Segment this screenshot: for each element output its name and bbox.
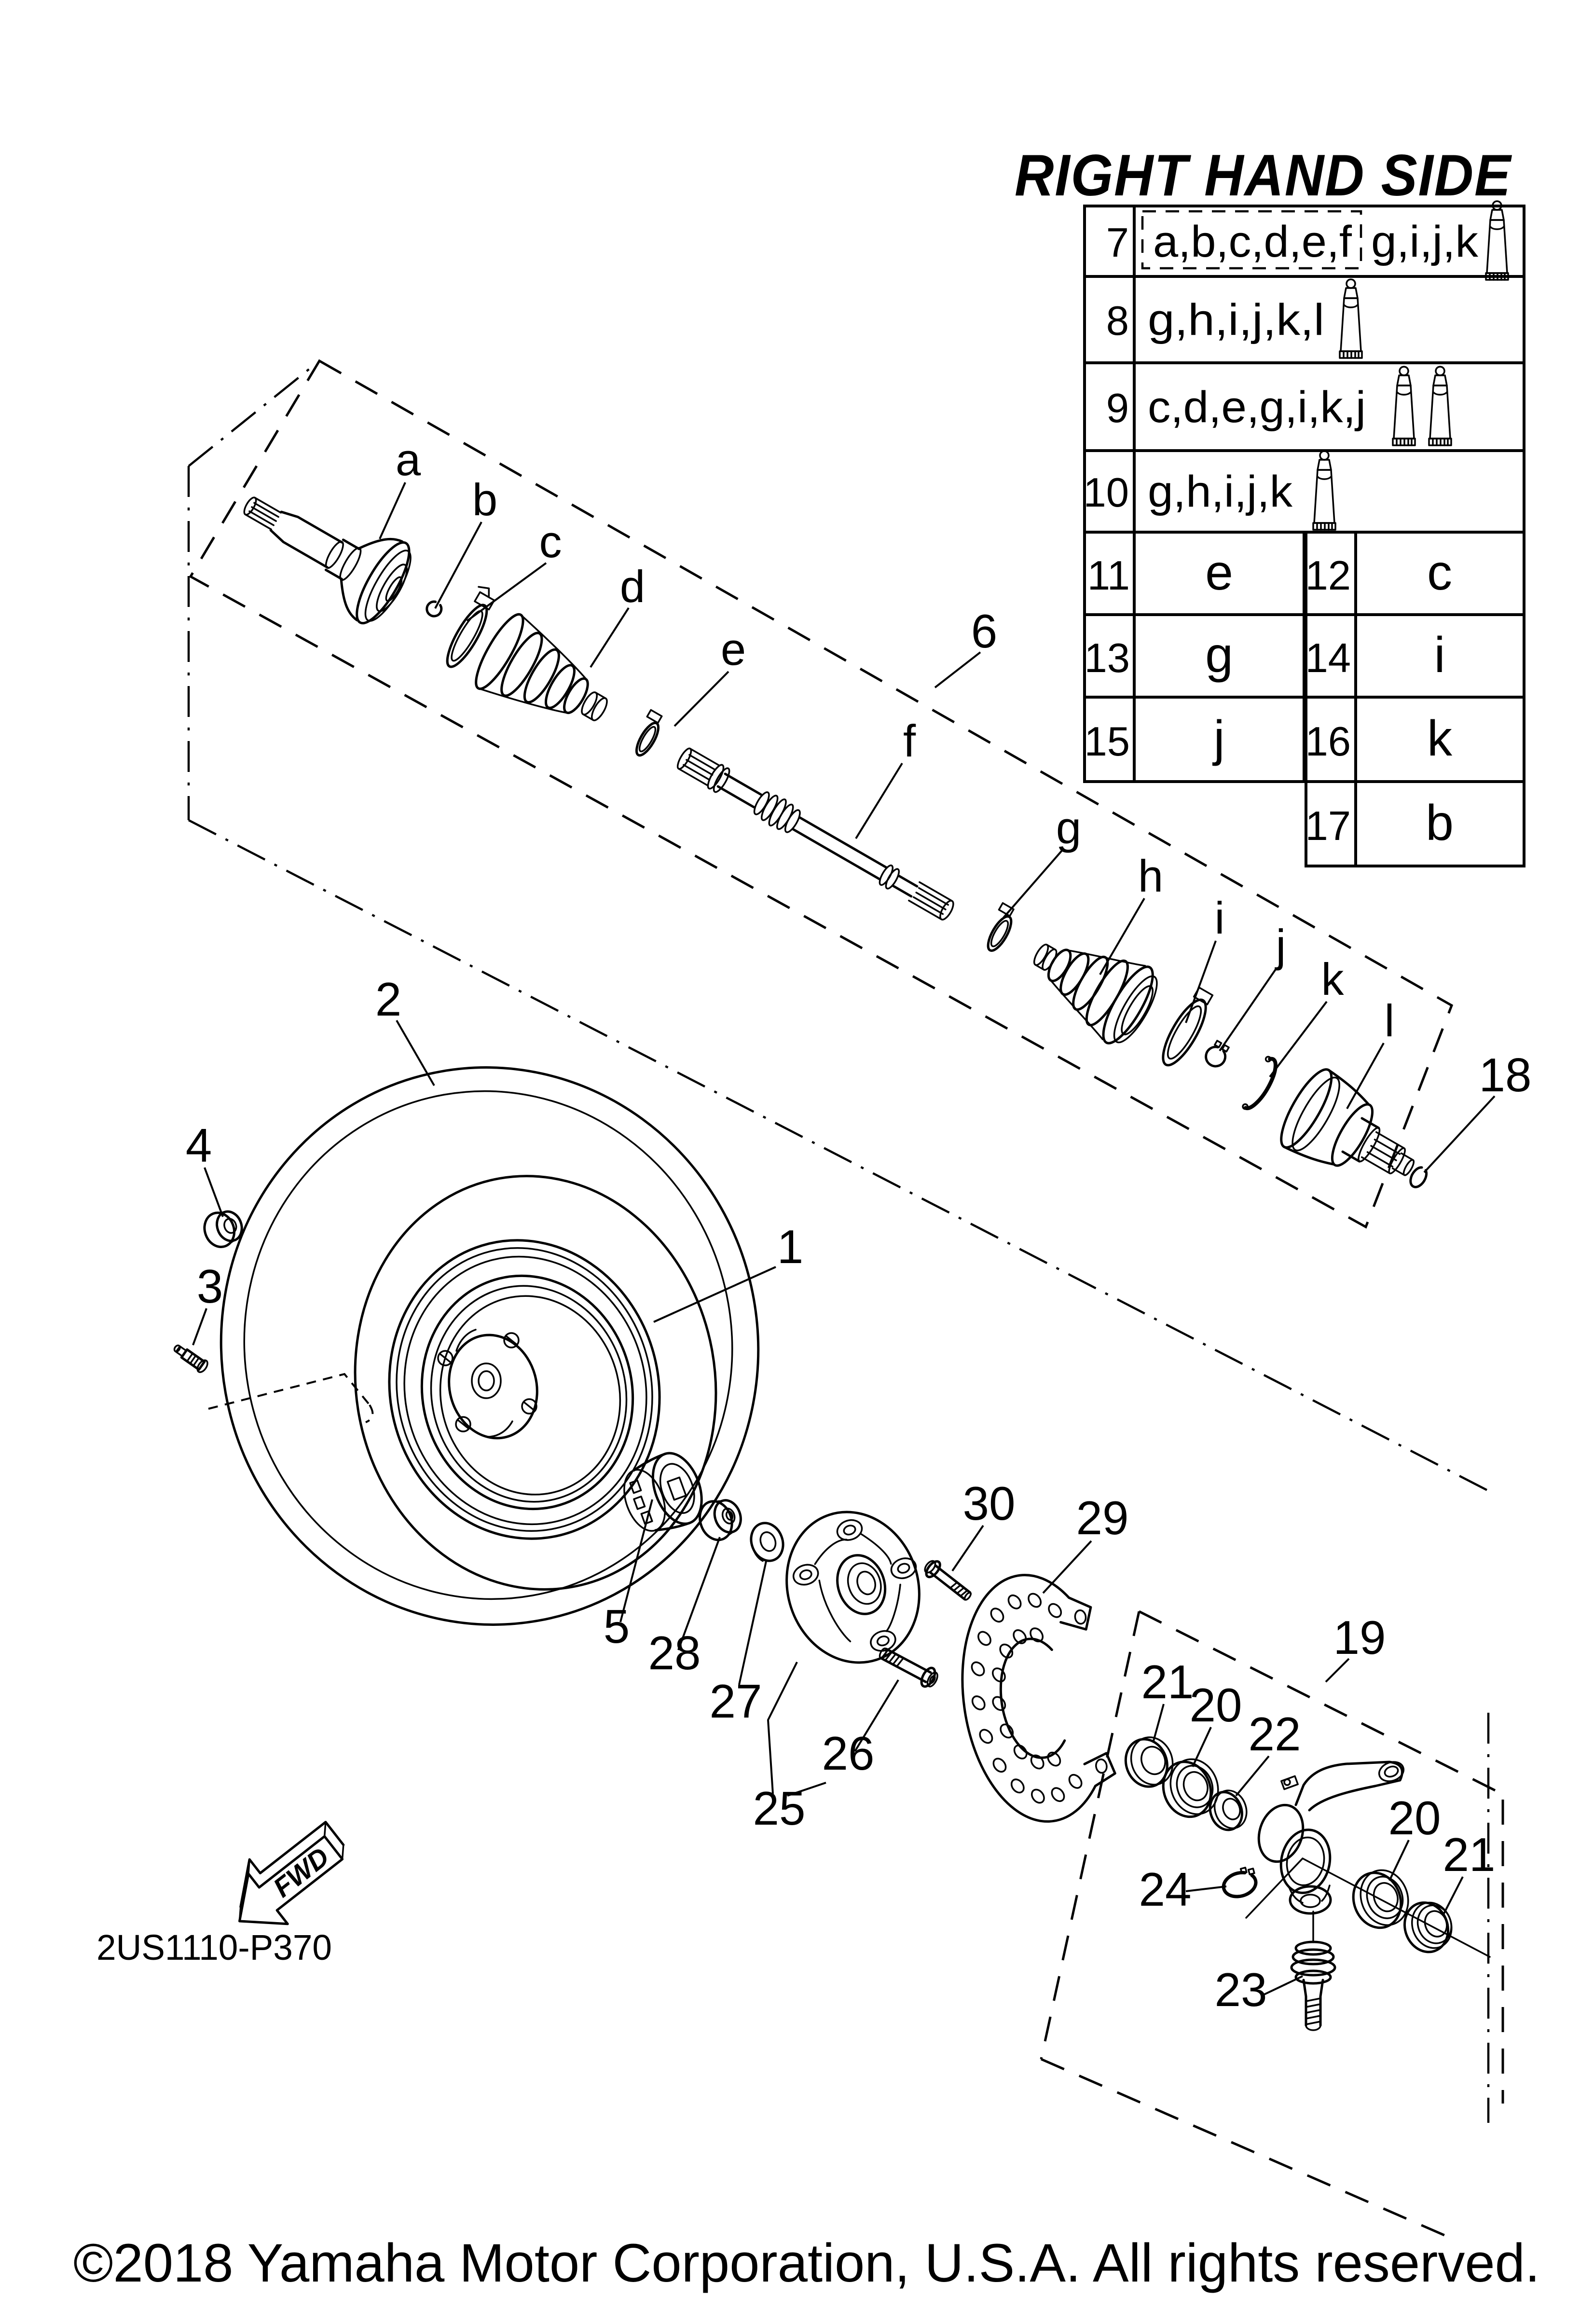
legend-row10-letters: g,h,i,j,k <box>1148 467 1293 516</box>
legend-cell-17-value: b <box>1426 795 1454 851</box>
legend-row8-num: 8 <box>1106 298 1129 344</box>
leader-29 <box>1043 1541 1091 1593</box>
ball-joint-23 <box>1292 1911 1335 2030</box>
callout-29: 29 <box>1076 1491 1129 1544</box>
lug-screws <box>438 1333 536 1431</box>
callout-h: h <box>1138 851 1164 901</box>
callout-23: 23 <box>1214 1963 1267 2016</box>
boot-clamp-e <box>628 710 667 758</box>
callout-i: i <box>1214 893 1225 943</box>
legend-row7-boxed: a,b,c,d,e,f <box>1153 217 1352 266</box>
leader-3 <box>193 1308 206 1345</box>
callout-4: 4 <box>185 1119 212 1172</box>
callout-20: 20 <box>1189 1678 1242 1732</box>
snap-ring-k <box>1238 1056 1281 1114</box>
guard-hole <box>1045 1750 1063 1768</box>
guard-hole <box>1029 1787 1046 1805</box>
guard-hole <box>990 1694 1008 1712</box>
leader-21 <box>1443 1877 1463 1914</box>
fwd-arrow <box>213 1808 360 1946</box>
cv-axle-assembly <box>224 465 1433 1208</box>
center-bore-inner <box>479 1371 494 1390</box>
leader-4 <box>205 1168 223 1217</box>
guard-hole <box>977 1727 995 1745</box>
leader-e <box>674 672 728 726</box>
cv-boot-h <box>1016 915 1167 1053</box>
callout-e: e <box>720 624 746 674</box>
guard-hole <box>998 1642 1015 1660</box>
leader-j <box>1220 969 1276 1051</box>
legend-row9-letters: c,d,e,g,i,k,j <box>1148 383 1366 432</box>
center-bore-outer <box>472 1363 501 1398</box>
brake-disc-guard-29 <box>947 1566 1120 1831</box>
leader-23 <box>1262 1976 1303 1995</box>
leader-18 <box>1424 1096 1495 1172</box>
guard-hole <box>1011 1628 1029 1646</box>
callout-1: 1 <box>777 1220 804 1273</box>
callout-24: 24 <box>1139 1863 1192 1916</box>
fwd-label: FWD <box>267 1841 335 1903</box>
legend-cell-16-value: k <box>1427 711 1452 767</box>
callout-22: 22 <box>1248 1707 1301 1760</box>
callout-19: 19 <box>1333 1611 1386 1664</box>
valve-position-hook <box>366 1405 372 1422</box>
circlip-24 <box>1220 1866 1259 1900</box>
legend-row10-num: 10 <box>1083 470 1129 516</box>
guard-hole <box>976 1629 993 1647</box>
guard-hole <box>1009 1777 1026 1795</box>
leader-21 <box>1153 1704 1164 1743</box>
legend-cell-11: 11 <box>1087 553 1130 599</box>
tire-outer <box>177 1025 802 1667</box>
hub-bolt-26 <box>876 1643 941 1691</box>
clip-j <box>1202 1039 1231 1070</box>
guard-bolt-30 <box>921 1557 975 1605</box>
callout-l: l <box>1384 995 1395 1046</box>
valve-position-dashed-leader <box>208 1374 370 1409</box>
callout-30: 30 <box>962 1477 1016 1530</box>
callout-b: b <box>472 474 498 525</box>
boot-clamp-g <box>979 903 1020 954</box>
washer-27 <box>746 1518 788 1565</box>
callout-3: 3 <box>196 1260 223 1313</box>
legend-cell-12: 12 <box>1305 553 1351 599</box>
leader-27 <box>739 1561 766 1685</box>
callout-27: 27 <box>709 1675 762 1728</box>
copyright-line: ©2018 Yamaha Motor Corporation, U.S.A. All rights reserved. <box>73 2233 1540 2293</box>
drawing-code: 2US1110-P370 <box>96 1927 332 1967</box>
callout-6: 6 <box>971 605 998 658</box>
leader-a <box>380 482 405 539</box>
guard-hole <box>1046 1602 1064 1620</box>
leader-l <box>1347 1043 1384 1109</box>
leader-h <box>1100 898 1144 975</box>
legend-cell-16: 16 <box>1305 719 1351 765</box>
guard-hole <box>1026 1591 1044 1609</box>
legend-cell-12-value: c <box>1427 545 1452 601</box>
guard-hole <box>990 1666 1008 1684</box>
guard-hole <box>970 1694 987 1712</box>
callout-j: j <box>1276 920 1286 971</box>
leader-2 <box>397 1020 434 1086</box>
guard-hole <box>1049 1786 1067 1803</box>
callout-20: 20 <box>1388 1791 1441 1844</box>
leader-c <box>467 563 546 621</box>
page-title: RIGHT HAND SIDE <box>1015 142 1512 208</box>
callout-2: 2 <box>375 973 402 1026</box>
callout-28: 28 <box>648 1626 701 1679</box>
legend-cell-13-value: g <box>1205 627 1233 683</box>
tire-shoulder <box>204 1052 772 1637</box>
callout-18: 18 <box>1479 1048 1532 1101</box>
legend-cell-15: 15 <box>1084 719 1130 765</box>
cv-boot-d <box>468 609 625 748</box>
wheel-assembly <box>177 1025 802 1667</box>
callout-a: a <box>395 434 421 485</box>
outer-cv-joint-a <box>224 465 422 632</box>
guard-hole <box>969 1660 987 1678</box>
leader-g <box>1003 850 1062 918</box>
band-clamp-i <box>1155 986 1218 1071</box>
leader-25 <box>768 1662 797 1794</box>
leader-20 <box>1193 1727 1211 1767</box>
legend-row7-num: 7 <box>1106 220 1129 266</box>
centerline-dashdot <box>189 365 1488 1491</box>
legend-row8-letters: g,h,i,j,k,l <box>1148 295 1324 344</box>
callout-k: k <box>1321 954 1344 1004</box>
guard-hole <box>1012 1743 1029 1761</box>
callout-g: g <box>1056 802 1082 853</box>
legend-cell-15-value: j <box>1213 711 1225 767</box>
guard-hole <box>1006 1593 1023 1611</box>
callout-f: f <box>903 715 916 766</box>
legend-cell-11-value: e <box>1205 545 1233 601</box>
legend-cell-17: 17 <box>1305 803 1351 849</box>
leader-22 <box>1236 1756 1269 1796</box>
leader-k <box>1270 1002 1327 1077</box>
legend-cell-13: 13 <box>1084 635 1130 681</box>
callout-21: 21 <box>1443 1828 1496 1881</box>
leader-20 <box>1389 1840 1409 1881</box>
legend-cell-14-value: i <box>1434 627 1445 683</box>
axle-shaft-f <box>673 744 958 925</box>
knuckle-assembly-dashed-box <box>1041 1611 1503 2239</box>
callout-26: 26 <box>822 1727 875 1780</box>
guard-hole <box>989 1606 1006 1624</box>
leader-d <box>591 608 629 667</box>
callout-d: d <box>619 561 646 612</box>
wheel-hub-25 <box>768 1494 940 1680</box>
valve-stem-3 <box>171 1342 209 1374</box>
legend-row7-letters: g,i,j,k <box>1371 217 1479 266</box>
retainer-clip-b <box>424 599 444 619</box>
legend-cell-14: 14 <box>1305 635 1351 681</box>
leader-1 <box>654 1267 776 1322</box>
callout-21: 21 <box>1141 1655 1194 1708</box>
boot-band-clamp-c <box>437 583 502 671</box>
inner-cv-joint-l <box>1272 1063 1433 1208</box>
guard-hole <box>991 1756 1008 1774</box>
leader-f <box>856 763 902 839</box>
callout-c: c <box>539 516 562 567</box>
callout-25: 25 <box>753 1782 806 1835</box>
guard-hole <box>1067 1773 1084 1790</box>
legend-row9-num: 9 <box>1106 385 1129 431</box>
rim-well-3 <box>419 1277 641 1513</box>
leader-24 <box>1186 1886 1226 1891</box>
callout-5: 5 <box>603 1600 630 1653</box>
leader-b <box>435 522 481 608</box>
leader-30 <box>952 1526 983 1571</box>
legend-table <box>1015 142 1524 866</box>
